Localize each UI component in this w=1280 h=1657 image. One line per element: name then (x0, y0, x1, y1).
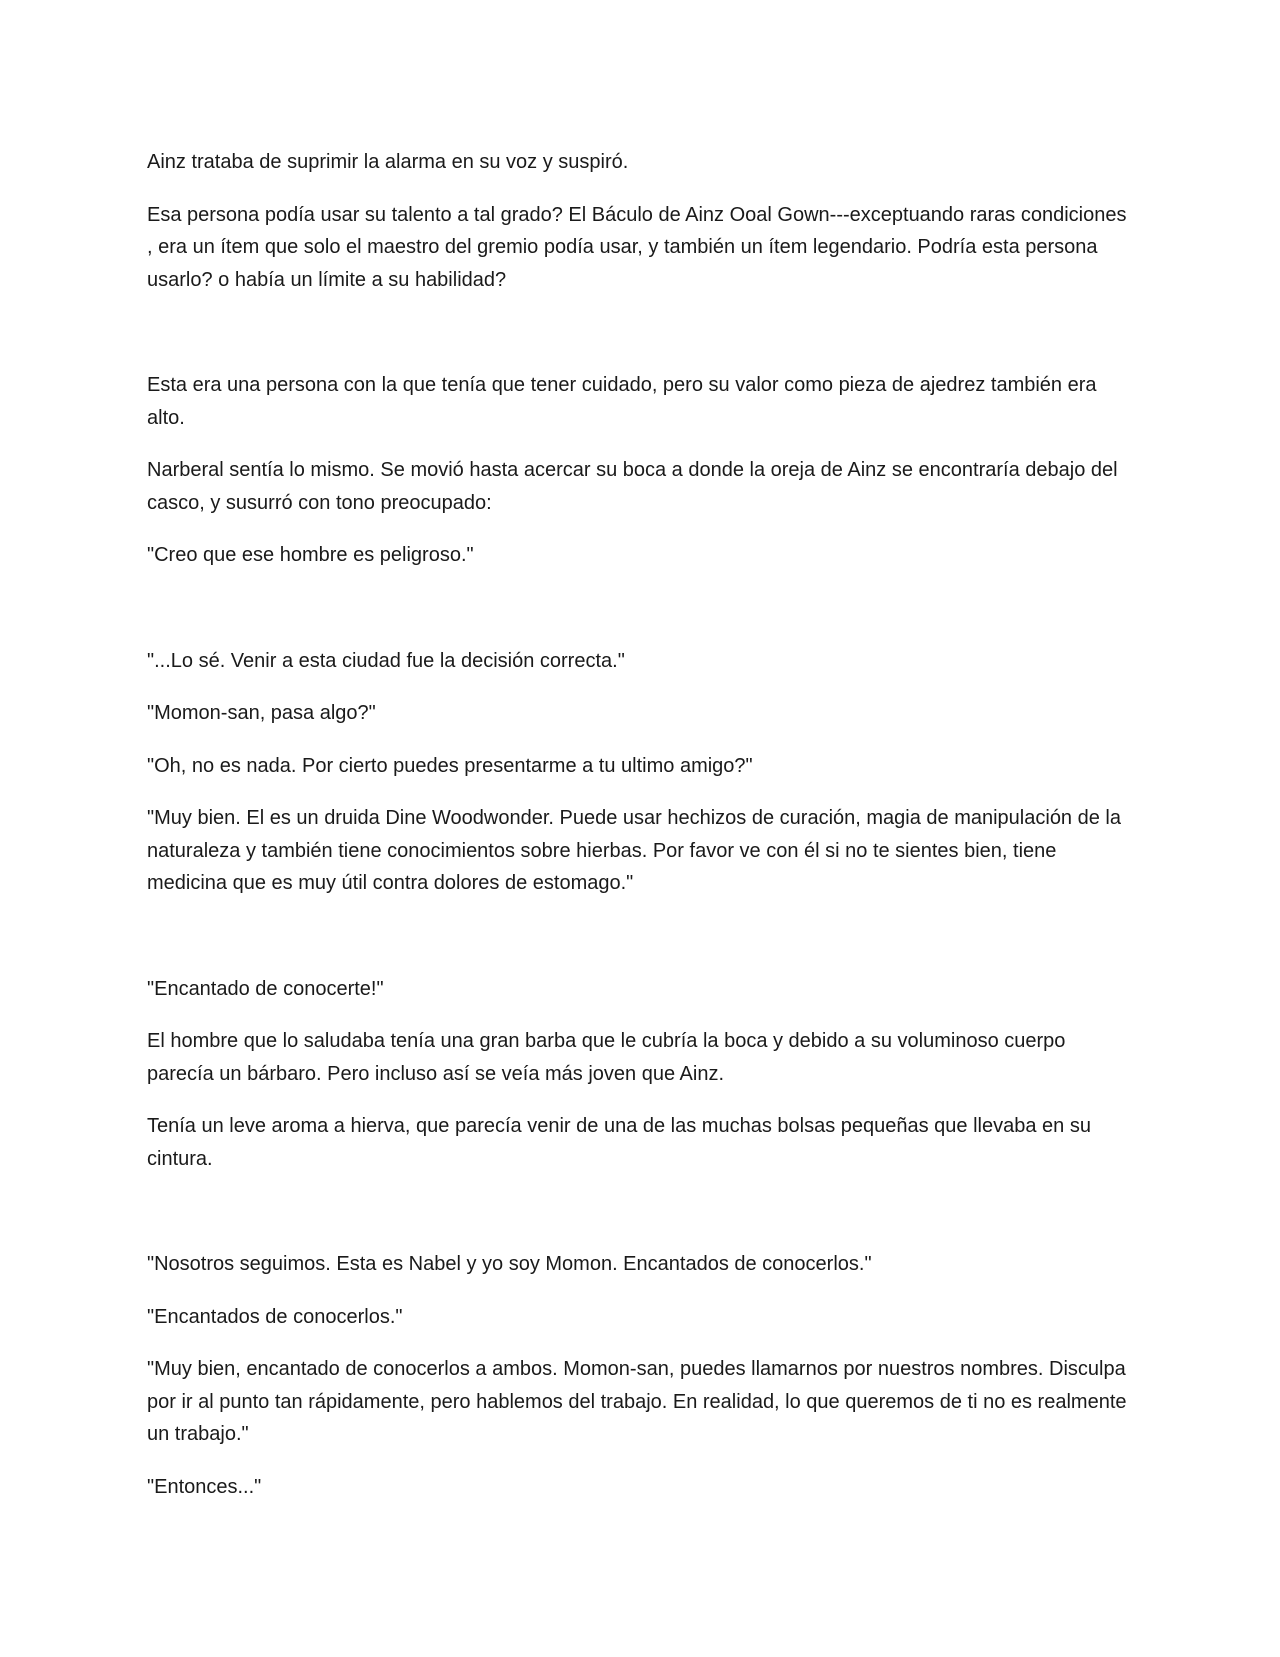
paragraph-7: "Momon-san, pasa algo?" (147, 702, 376, 724)
paragraph-15: "Muy bien, encantado de conocerlos a ambos. Momon-san, puedes llamarnos por nuestros nombres. Disculpa por ir al punto tan rápidamente, pero hablemos del trabajo. En realidad, lo que queremos de ti no es realmente un trabajo." (147, 1358, 1127, 1445)
paragraph-1: Ainz trataba de suprimir la alarma en su voz y suspiró. (147, 151, 629, 173)
paragraph-3: Esta era una persona con la que tenía que tener cuidado, pero su valor como pieza de ajedrez también era alto. (147, 374, 1097, 429)
paragraph-10: "Encantado de conocerte!" (147, 977, 384, 1000)
paragraph-14: "Encantados de conocerlos." (147, 1305, 403, 1328)
paragraph-13: "Nosotros seguimos. Esta es Nabel y yo soy Momon. Encantados de conocerlos." (147, 1253, 872, 1275)
paragraph-8: "Oh, no es nada. Por cierto puedes presentarme a tu ultimo amigo?" (147, 754, 753, 777)
paragraph-16: "Entonces..." (147, 1475, 262, 1498)
paragraph-6: "...Lo sé. Venir a esta ciudad fue la decisión correcta." (147, 649, 625, 672)
document-page (147, 146, 1137, 1523)
paragraph-2: Esa persona podía usar su talento a tal grado? El Báculo de Ainz Ooal Gown---exceptuando raras condiciones , era un ítem que solo el maestro del gremio podía usar, y también un ítem legendario. Podría esta persona usarlo? o había un límite a su habilidad? (147, 203, 1127, 291)
paragraph-5: "Creo que ese hombre es peligroso." (147, 544, 474, 566)
paragraph-4: Narberal sentía lo mismo. Se movió hasta acercar su boca a donde la oreja de Ainz se encontraría debajo del casco, y susurró con tono preocupado: (147, 459, 1118, 514)
paragraph-12: Tenía un leve aroma a hierva, que parecía venir de una de las muchas bolsas pequeñas que llevaba en su cintura. (147, 1115, 1091, 1170)
paragraph-11: El hombre que lo saludaba tenía una gran barba que le cubría la boca y debido a su voluminoso cuerpo parecía un bárbaro. Pero incluso así se veía más joven que Ainz. (147, 1030, 1066, 1085)
paragraph-9: "Muy bien. El es un druida Dine Woodwonder. Puede usar hechizos de curación, magia de manipulación de la naturaleza y también tiene conocimientos sobre hierbas. Por favor ve con él si no te sientes bien, tiene medicina que es muy útil contra dolores de estomago." (147, 807, 1121, 894)
